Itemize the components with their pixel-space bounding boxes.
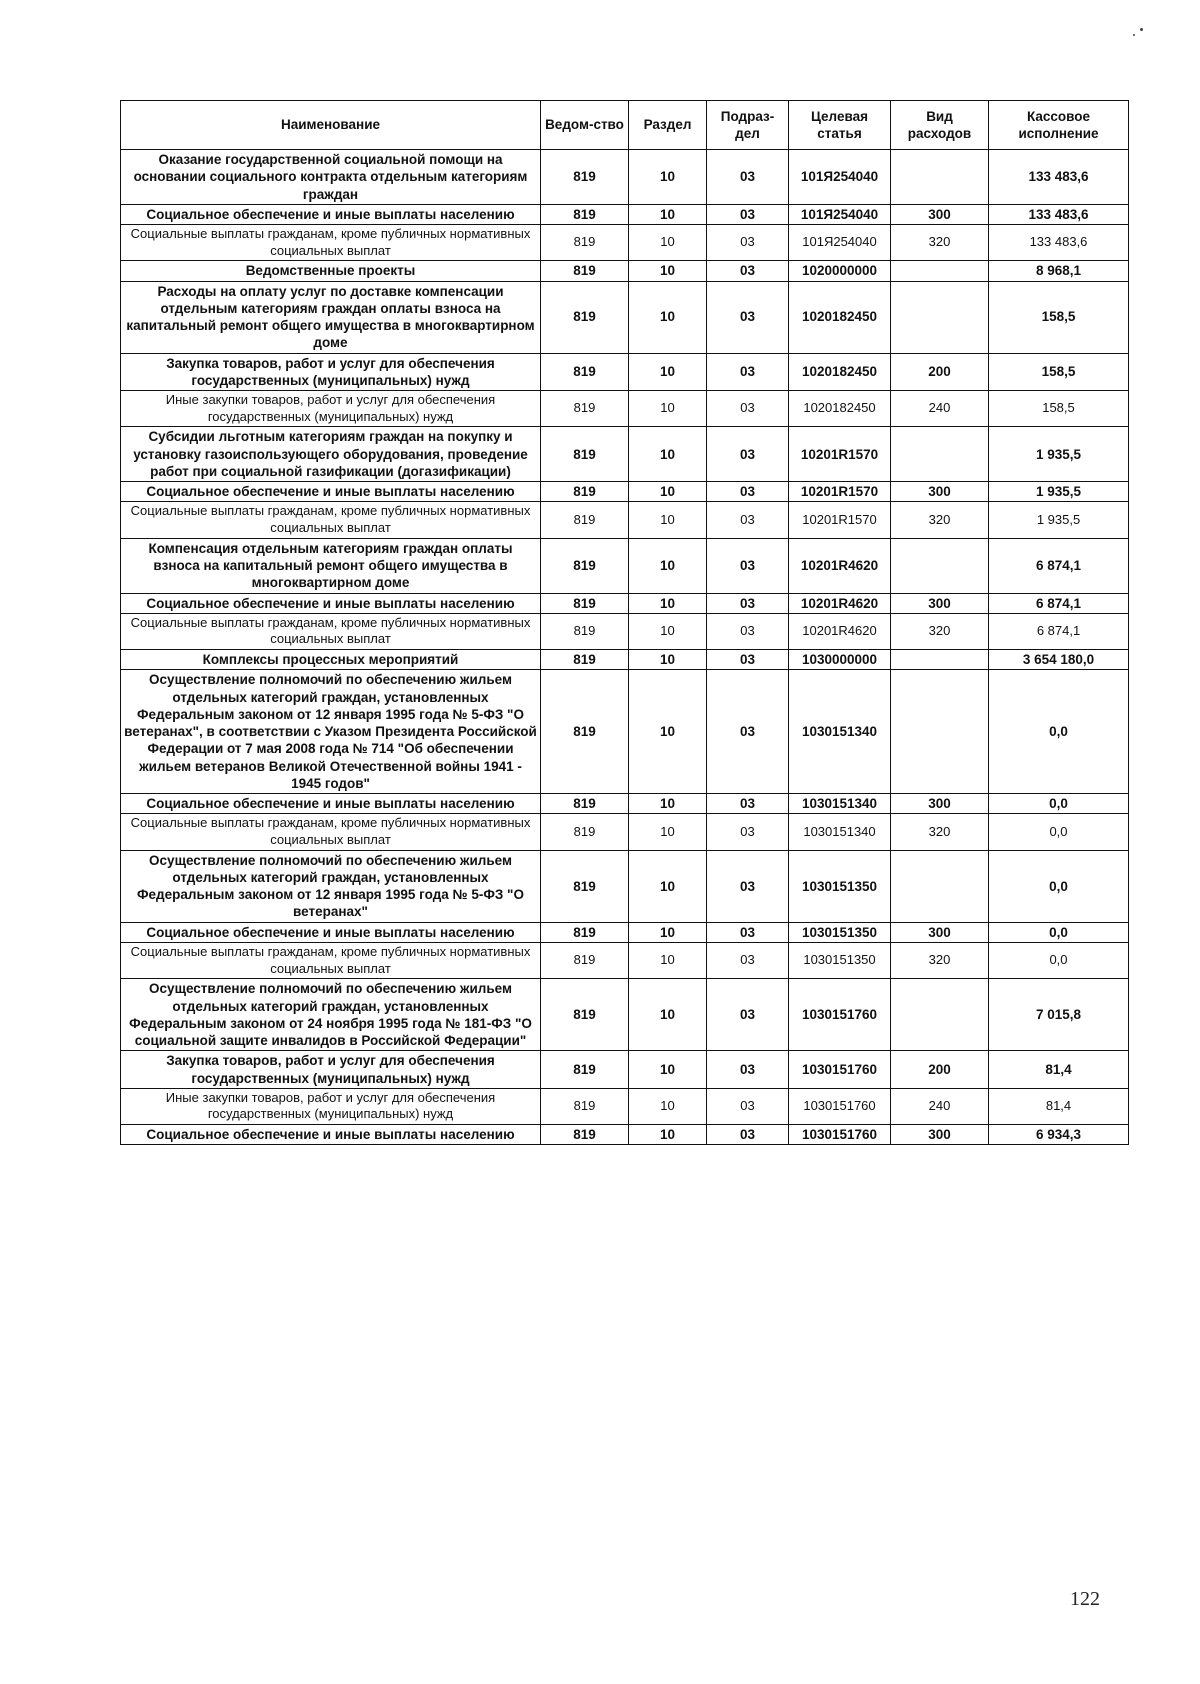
cell-ved: 819: [541, 1088, 629, 1124]
cell-razdel: 10: [629, 538, 707, 593]
cell-podrazdel: 03: [707, 391, 789, 427]
cell-kind: 320: [891, 502, 989, 538]
cell-target: 1030151350: [789, 922, 891, 942]
cell-target: 1030151340: [789, 670, 891, 794]
cell-podrazdel: 03: [707, 281, 789, 353]
cell-razdel: 10: [629, 150, 707, 205]
cell-target: 1030151760: [789, 1088, 891, 1124]
cell-amount: 0,0: [989, 670, 1129, 794]
cell-podrazdel: 03: [707, 538, 789, 593]
cell-razdel: 10: [629, 261, 707, 281]
cell-kind: 320: [891, 943, 989, 979]
cell-target: 10201R1570: [789, 427, 891, 482]
cell-ved: 819: [541, 225, 629, 261]
cell-razdel: 10: [629, 281, 707, 353]
cell-amount: 8 968,1: [989, 261, 1129, 281]
table-row: [121, 814, 1129, 850]
cell-ved: 819: [541, 1051, 629, 1089]
cell-ved: 819: [541, 979, 629, 1051]
cell-podrazdel: 03: [707, 1125, 789, 1145]
header-target: Целевая статья: [789, 101, 891, 150]
table-row: [121, 225, 1129, 261]
cell-name: Социальное обеспечение и иные выплаты населению: [121, 593, 541, 613]
table-body: [121, 150, 1129, 1145]
cell-amount: 81,4: [989, 1051, 1129, 1089]
table-row: [121, 391, 1129, 427]
cell-podrazdel: 03: [707, 943, 789, 979]
cell-target: 1030151350: [789, 943, 891, 979]
cell-ved: 819: [541, 391, 629, 427]
cell-target: 1020000000: [789, 261, 891, 281]
cell-ved: 819: [541, 814, 629, 850]
cell-target: 1030151340: [789, 814, 891, 850]
cell-name: Осуществление полномочий по обеспечению жильем отдельных категорий граждан, установленных Федеральным законом от 24 ноября 1995 года № 181-ФЗ "О социальной защите инвалидов в Российской Федерации": [121, 979, 541, 1051]
cell-razdel: 10: [629, 979, 707, 1051]
table-row: [121, 1088, 1129, 1124]
cell-name: Расходы на оплату услуг по доставке компенсации отдельным категориям граждан оплаты взноса на капитальный ремонт общего имущества в многоквартирном доме: [121, 281, 541, 353]
cell-amount: 6 934,3: [989, 1125, 1129, 1145]
table-row: [121, 670, 1129, 794]
cell-kind: [891, 670, 989, 794]
cell-target: 1030151760: [789, 979, 891, 1051]
cell-target: 10201R1570: [789, 502, 891, 538]
table-row: [121, 261, 1129, 281]
cell-razdel: 10: [629, 814, 707, 850]
cell-podrazdel: 03: [707, 922, 789, 942]
cell-ved: 819: [541, 427, 629, 482]
cell-ved: 819: [541, 502, 629, 538]
cell-target: 1020182450: [789, 353, 891, 391]
cell-name: Социальные выплаты гражданам, кроме публичных нормативных социальных выплат: [121, 225, 541, 261]
scan-speck: [1140, 28, 1143, 31]
cell-razdel: 10: [629, 353, 707, 391]
cell-target: 101Я254040: [789, 204, 891, 224]
cell-podrazdel: 03: [707, 427, 789, 482]
cell-name: Социальное обеспечение и иные выплаты населению: [121, 204, 541, 224]
cell-ved: 819: [541, 1125, 629, 1145]
header-podrazdel: Подраз-дел: [707, 101, 789, 150]
cell-target: 1030151760: [789, 1125, 891, 1145]
cell-podrazdel: 03: [707, 850, 789, 922]
scan-speck: [1133, 34, 1135, 36]
cell-amount: 6 874,1: [989, 593, 1129, 613]
table-row: [121, 502, 1129, 538]
cell-kind: 320: [891, 613, 989, 649]
cell-amount: 0,0: [989, 794, 1129, 814]
cell-podrazdel: 03: [707, 353, 789, 391]
cell-razdel: 10: [629, 1088, 707, 1124]
cell-amount: 0,0: [989, 943, 1129, 979]
cell-razdel: 10: [629, 650, 707, 670]
cell-target: 10201R4620: [789, 538, 891, 593]
table-row: [121, 650, 1129, 670]
cell-name: Социальное обеспечение и иные выплаты населению: [121, 1125, 541, 1145]
cell-target: 10201R4620: [789, 613, 891, 649]
cell-target: 1020182450: [789, 391, 891, 427]
cell-name: Социальные выплаты гражданам, кроме публичных нормативных социальных выплат: [121, 814, 541, 850]
cell-name: Социальные выплаты гражданам, кроме публичных нормативных социальных выплат: [121, 502, 541, 538]
table-row: [121, 593, 1129, 613]
cell-name: Закупка товаров, работ и услуг для обеспечения государственных (муниципальных) нужд: [121, 353, 541, 391]
cell-razdel: 10: [629, 794, 707, 814]
cell-name: Комплексы процессных мероприятий: [121, 650, 541, 670]
cell-kind: 300: [891, 593, 989, 613]
cell-target: 10201R4620: [789, 593, 891, 613]
cell-podrazdel: 03: [707, 1051, 789, 1089]
cell-kind: [891, 427, 989, 482]
cell-target: 10201R1570: [789, 482, 891, 502]
cell-razdel: 10: [629, 482, 707, 502]
cell-ved: 819: [541, 794, 629, 814]
cell-kind: 240: [891, 1088, 989, 1124]
cell-kind: [891, 850, 989, 922]
cell-name: Компенсация отдельным категориям граждан оплаты взноса на капитальный ремонт общего имущества в многоквартирном доме: [121, 538, 541, 593]
header-name: Наименование: [121, 101, 541, 150]
table-row: [121, 150, 1129, 205]
cell-kind: 320: [891, 814, 989, 850]
cell-razdel: 10: [629, 391, 707, 427]
header-ved: Ведом-ство: [541, 101, 629, 150]
cell-name: Социальное обеспечение и иные выплаты населению: [121, 794, 541, 814]
cell-ved: 819: [541, 204, 629, 224]
cell-kind: [891, 261, 989, 281]
cell-kind: [891, 281, 989, 353]
cell-kind: [891, 538, 989, 593]
cell-razdel: 10: [629, 204, 707, 224]
cell-amount: 1 935,5: [989, 482, 1129, 502]
cell-kind: 200: [891, 1051, 989, 1089]
cell-kind: 300: [891, 794, 989, 814]
cell-amount: 133 483,6: [989, 225, 1129, 261]
cell-podrazdel: 03: [707, 613, 789, 649]
cell-podrazdel: 03: [707, 204, 789, 224]
cell-name: Закупка товаров, работ и услуг для обеспечения государственных (муниципальных) нужд: [121, 1051, 541, 1089]
cell-podrazdel: 03: [707, 1088, 789, 1124]
cell-name: Субсидии льготным категориям граждан на покупку и установку газоиспользующего оборудования, проведение работ при социальной газификации (догазификации): [121, 427, 541, 482]
cell-kind: [891, 979, 989, 1051]
table-row: [121, 850, 1129, 922]
table-header-row: [121, 101, 1129, 150]
table-row: [121, 794, 1129, 814]
table-row: [121, 482, 1129, 502]
cell-kind: 200: [891, 353, 989, 391]
cell-razdel: 10: [629, 593, 707, 613]
cell-name: Социальное обеспечение и иные выплаты населению: [121, 922, 541, 942]
cell-name: Ведомственные проекты: [121, 261, 541, 281]
table-row: [121, 204, 1129, 224]
cell-name: Социальное обеспечение и иные выплаты населению: [121, 482, 541, 502]
table-row: [121, 1051, 1129, 1089]
cell-kind: 300: [891, 482, 989, 502]
cell-podrazdel: 03: [707, 502, 789, 538]
cell-podrazdel: 03: [707, 225, 789, 261]
cell-amount: 158,5: [989, 353, 1129, 391]
table-row: [121, 613, 1129, 649]
table-row: [121, 538, 1129, 593]
cell-amount: 6 874,1: [989, 538, 1129, 593]
cell-amount: 1 935,5: [989, 427, 1129, 482]
cell-ved: 819: [541, 670, 629, 794]
cell-podrazdel: 03: [707, 814, 789, 850]
cell-podrazdel: 03: [707, 261, 789, 281]
cell-kind: 300: [891, 1125, 989, 1145]
cell-target: 1030000000: [789, 650, 891, 670]
table-row: [121, 922, 1129, 942]
cell-ved: 819: [541, 482, 629, 502]
cell-ved: 819: [541, 353, 629, 391]
cell-target: 1030151340: [789, 794, 891, 814]
cell-ved: 819: [541, 261, 629, 281]
table-row: [121, 427, 1129, 482]
table-row: [121, 943, 1129, 979]
cell-ved: 819: [541, 281, 629, 353]
cell-ved: 819: [541, 613, 629, 649]
cell-razdel: 10: [629, 943, 707, 979]
cell-amount: 3 654 180,0: [989, 650, 1129, 670]
cell-razdel: 10: [629, 427, 707, 482]
cell-target: 101Я254040: [789, 225, 891, 261]
cell-kind: 320: [891, 225, 989, 261]
cell-podrazdel: 03: [707, 482, 789, 502]
cell-podrazdel: 03: [707, 979, 789, 1051]
cell-name: Иные закупки товаров, работ и услуг для обеспечения государственных (муниципальных) нужд: [121, 391, 541, 427]
cell-kind: 300: [891, 204, 989, 224]
cell-amount: 0,0: [989, 850, 1129, 922]
cell-podrazdel: 03: [707, 670, 789, 794]
cell-ved: 819: [541, 538, 629, 593]
cell-amount: 133 483,6: [989, 204, 1129, 224]
cell-target: 1020182450: [789, 281, 891, 353]
cell-target: 1030151760: [789, 1051, 891, 1089]
cell-ved: 819: [541, 943, 629, 979]
table-row: [121, 979, 1129, 1051]
cell-name: Осуществление полномочий по обеспечению жильем отдельных категорий граждан, установленных Федеральным законом от 12 января 1995 года № 5-ФЗ "О ветеранах": [121, 850, 541, 922]
cell-kind: [891, 650, 989, 670]
cell-amount: 158,5: [989, 391, 1129, 427]
cell-razdel: 10: [629, 502, 707, 538]
cell-razdel: 10: [629, 850, 707, 922]
cell-name: Оказание государственной социальной помощи на основании социального контракта отдельным категориям граждан: [121, 150, 541, 205]
page-number: 122: [1070, 1588, 1100, 1610]
cell-amount: 81,4: [989, 1088, 1129, 1124]
cell-ved: 819: [541, 650, 629, 670]
cell-amount: 158,5: [989, 281, 1129, 353]
cell-razdel: 10: [629, 225, 707, 261]
cell-name: Социальные выплаты гражданам, кроме публичных нормативных социальных выплат: [121, 613, 541, 649]
cell-amount: 7 015,8: [989, 979, 1129, 1051]
cell-podrazdel: 03: [707, 593, 789, 613]
cell-razdel: 10: [629, 1051, 707, 1089]
cell-kind: 240: [891, 391, 989, 427]
cell-kind: 300: [891, 922, 989, 942]
cell-amount: 133 483,6: [989, 150, 1129, 205]
cell-kind: [891, 150, 989, 205]
table-row: [121, 353, 1129, 391]
cell-podrazdel: 03: [707, 794, 789, 814]
table-row: [121, 281, 1129, 353]
header-kind: Вид расходов: [891, 101, 989, 150]
cell-amount: 1 935,5: [989, 502, 1129, 538]
cell-name: Осуществление полномочий по обеспечению жильем отдельных категорий граждан, установленных Федеральным законом от 12 января 1995 года № 5-ФЗ "О ветеранах", в соответствии с Указом Президента Российской Федерации от 7 мая 2008 года № 714 "Об обеспечении жильем ветеранов Великой Отечественной войны 1941 - 1945 годов": [121, 670, 541, 794]
cell-amount: 0,0: [989, 922, 1129, 942]
cell-ved: 819: [541, 150, 629, 205]
cell-ved: 819: [541, 593, 629, 613]
cell-razdel: 10: [629, 613, 707, 649]
header-amount: Кассовое исполнение: [989, 101, 1129, 150]
cell-amount: 0,0: [989, 814, 1129, 850]
table-row: [121, 1125, 1129, 1145]
cell-razdel: 10: [629, 670, 707, 794]
header-razdel: Раздел: [629, 101, 707, 150]
budget-table: [120, 100, 1129, 1145]
cell-podrazdel: 03: [707, 150, 789, 205]
cell-ved: 819: [541, 850, 629, 922]
cell-name: Иные закупки товаров, работ и услуг для обеспечения государственных (муниципальных) нужд: [121, 1088, 541, 1124]
cell-target: 1030151350: [789, 850, 891, 922]
cell-name: Социальные выплаты гражданам, кроме публичных нормативных социальных выплат: [121, 943, 541, 979]
cell-razdel: 10: [629, 1125, 707, 1145]
cell-target: 101Я254040: [789, 150, 891, 205]
cell-ved: 819: [541, 922, 629, 942]
cell-razdel: 10: [629, 922, 707, 942]
cell-amount: 6 874,1: [989, 613, 1129, 649]
cell-podrazdel: 03: [707, 650, 789, 670]
